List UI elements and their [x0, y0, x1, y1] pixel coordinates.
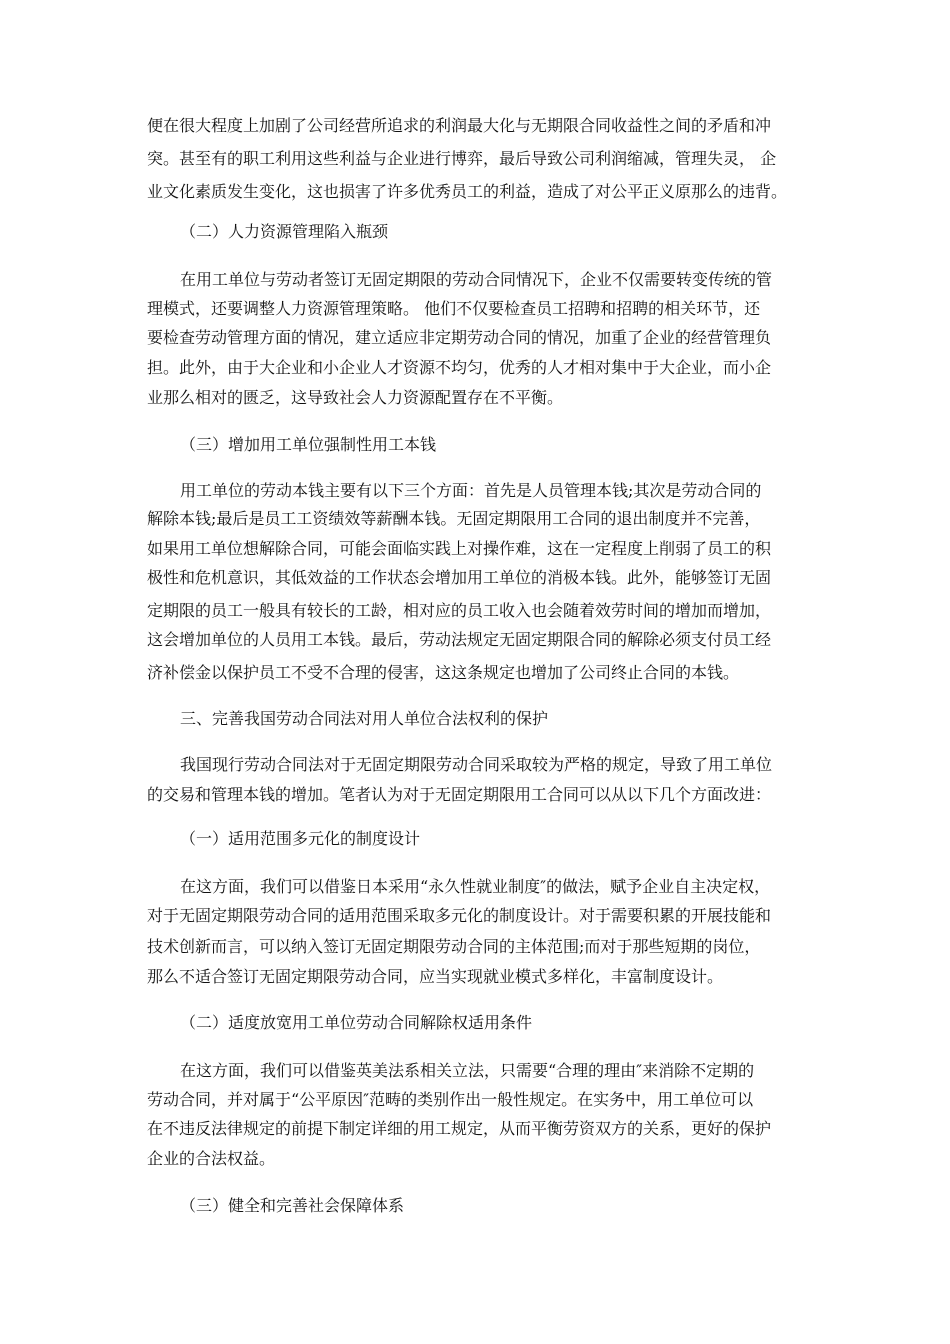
section-heading: 三、完善我国劳动合同法对用人单位合法权利的保护: [180, 709, 549, 728]
text-line: 劳动合同，并对属于“公平原因″范畴的类别作出一般性规定。在实务中，用工单位可以: [147, 1090, 754, 1109]
text-line: 用工单位的劳动本钱主要有以下三个方面：首先是人员管理本钱;其次是劳动合同的: [180, 481, 762, 500]
text-line: 要检查劳动管理方面的情况，建立适应非定期劳动合同的情况，加重了企业的经营管理负: [147, 328, 772, 347]
text-line: 极性和危机意识，其低效益的工作状态会增加用工单位的消极本钱。此外，能够签订无固: [147, 568, 772, 587]
section-heading: （二）人力资源管理陷入瓶颈: [180, 222, 389, 241]
section-heading: （三）健全和完善社会保障体系: [180, 1196, 405, 1215]
text-line: 在这方面，我们可以借鉴日本采用“永久性就业制度″的做法，赋予企业自主决定权，: [180, 877, 771, 896]
text-line: 技术创新而言，可以纳入签订无固定期限劳动合同的主体范围;而对于那些短期的岗位，: [147, 937, 761, 956]
text-line: 那么不适合签订无固定期限劳动合同，应当实现就业模式多样化，丰富制度设计。: [147, 967, 724, 986]
text-line: 便在很大程度上加剧了公司经营所追求的利润最大化与无期限合同收益性之间的矛盾和冲: [147, 116, 772, 135]
text-line: 业那么相对的匮乏，这导致社会人力资源配置存在不平衡。: [147, 388, 564, 407]
text-line: 理模式，还要调整人力资源管理策略。 他们不仅要检查员工招聘和招聘的相关环节，还: [147, 299, 761, 318]
text-line: 我国现行劳动合同法对于无固定期限劳动合同采取较为严格的规定，导致了用工单位: [180, 755, 773, 774]
text-line: 济补偿金以保护员工不受不合理的侵害，这这条规定也增加了公司终止合同的本钱。: [147, 663, 740, 682]
text-line: 担。此外，由于大企业和小企业人才资源不均匀，优秀的人才相对集中于大企业，而小企: [147, 358, 772, 377]
text-line: 如果用工单位想解除合同，可能会面临实践上对操作难，这在一定程度上削弱了员工的积: [147, 539, 772, 558]
text-line: 解除本钱;最后是员工工资绩效等薪酬本钱。无固定期限用工合同的退出制度并不完善，: [147, 509, 761, 528]
text-line: 在不违反法律规定的前提下制定详细的用工规定，从而平衡劳资双方的关系，更好的保护: [147, 1119, 772, 1138]
text-line: 企业的合法权益。: [147, 1149, 276, 1168]
section-heading: （二）适度放宽用工单位劳动合同解除权适用条件: [180, 1013, 533, 1032]
text-line: 在这方面，我们可以借鉴英美法系相关立法，只需要“合理的理由″来消除不定期的: [180, 1061, 755, 1080]
text-line: 业文化素质发生变化，这也损害了许多优秀员工的利益，造成了对公平正义原那么的违背。: [147, 182, 788, 201]
text-line: 定期限的员工一般具有较长的工龄，相对应的员工收入也会随着效劳时间的增加而增加，: [147, 601, 772, 620]
text-line: 对于无固定期限劳动合同的适用范围采取多元化的制度设计。对于需要积累的开展技能和: [147, 906, 772, 925]
text-line: 在用工单位与劳动者签订无固定期限的劳动合同情况下，企业不仅需要转变传统的管: [180, 270, 773, 289]
text-line: 突。甚至有的职工利用这些利益与企业进行博弈，最后导致公司利润缩减，管理失灵， 企: [147, 149, 777, 168]
section-heading: （一）适用范围多元化的制度设计: [180, 829, 421, 848]
section-heading: （三）增加用工单位强制性用工本钱: [180, 435, 437, 454]
text-line: 这会增加单位的人员用工本钱。最后，劳动法规定无固定期限合同的解除必须支付员工经: [147, 630, 772, 649]
text-line: 的交易和管理本钱的增加。笔者认为对于无固定期限用工合同可以从以下几个方面改进：: [147, 785, 772, 804]
